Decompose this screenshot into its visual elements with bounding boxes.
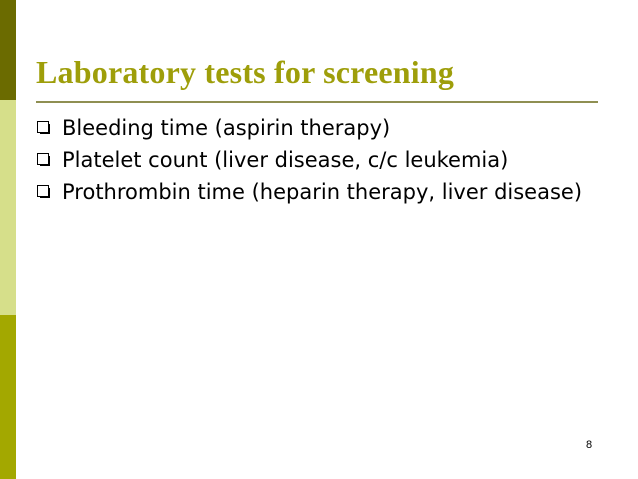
bullet-text: Bleeding time (aspirin therapy) — [62, 116, 391, 140]
sidebar-segment-dark — [0, 0, 16, 100]
title-divider — [36, 101, 598, 103]
list-item — [36, 146, 596, 174]
bullet-text: Prothrombin time (heparin therapy, liver disease) — [62, 180, 583, 204]
page-number: 8 — [586, 439, 593, 451]
square-bullet-icon — [38, 154, 48, 164]
list-item — [36, 178, 596, 206]
square-bullet-icon — [38, 186, 48, 196]
bullet-text: Platelet count (liver disease, c/c leukemia) — [62, 148, 509, 172]
sidebar-segment-light — [0, 100, 16, 315]
decorative-sidebar — [0, 0, 16, 479]
sidebar-segment-mid — [0, 315, 16, 479]
bullet-list — [36, 114, 596, 210]
slide-title: Laboratory tests for screening — [36, 54, 455, 90]
list-item — [36, 114, 596, 142]
square-bullet-icon — [38, 122, 48, 132]
